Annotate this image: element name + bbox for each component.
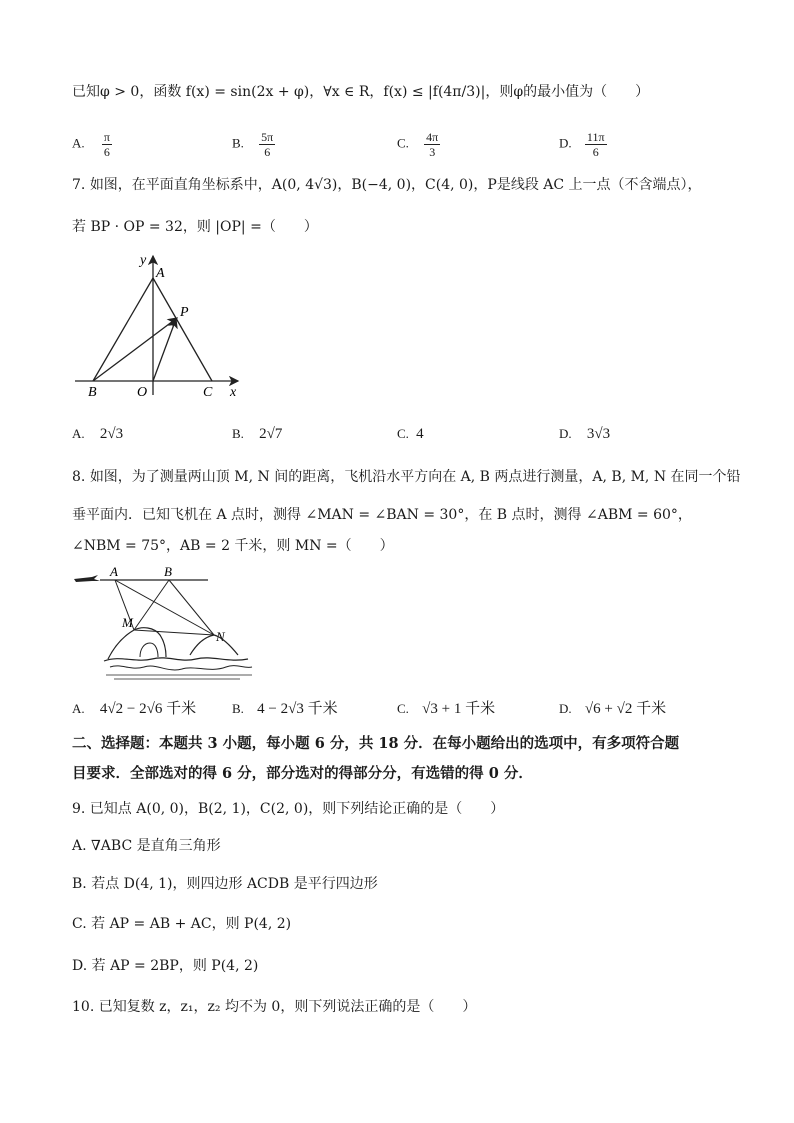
q9-option-d: D. 若 AP = 2BP，则 P(4, 2) [72, 958, 259, 974]
question-text: 垂平面内．已知飞机在 A 点时，测得 ∠MAN = ∠BAN = 30°，在 B 点时，测得 ∠ABM = 60°， [72, 507, 692, 523]
q6-option-d [559, 130, 607, 159]
label-y: y [140, 253, 147, 268]
label-b: B [164, 564, 172, 579]
q8-option-c: C. √3 + 1 千米 [397, 701, 496, 717]
line-bm [134, 580, 169, 630]
q6-option-c [397, 130, 440, 159]
q7-coordinate-figure [70, 250, 250, 400]
option-fraction: $\frac{5\pi}{6}$ [261, 130, 274, 159]
q7-option-a: A. 2√3 [72, 426, 124, 442]
terrain-water [106, 675, 252, 679]
q8-option-d: D. √6 + √2 千米 [559, 701, 667, 717]
question-6-stem [72, 82, 649, 102]
question-text: 若 BP · OP = 32，则 |OP| =（ ） [72, 219, 318, 235]
option-fraction: $\frac{\pi}{6}$ [103, 130, 110, 159]
label-o: O [137, 385, 148, 400]
q8-option-a: A. 4√2 − 2√6 千米 [72, 701, 197, 717]
terrain-base [104, 658, 248, 661]
option-label: D. [559, 135, 572, 151]
q7-option-c: C. 4 [397, 426, 424, 442]
question-7-stem-line1 [72, 175, 702, 195]
option-label: A. [72, 135, 85, 151]
question-8-stem-line2 [72, 505, 692, 525]
section-2-instructions-line1: 二、选择题：本题共 3 小题，每小题 6 分，共 18 分．在每小题给出的选项中，有多项符合题 [72, 735, 680, 752]
segment-ba [93, 278, 153, 381]
q8-option-b: B. 4 − 2√3 千米 [232, 701, 338, 717]
option-fraction: $\frac{4\pi}{3}$ [426, 130, 439, 159]
q7-option-b: B. 2√7 [232, 426, 283, 442]
question-9-stem: 9. 已知点 A(0, 0)，B(2, 1)，C(2, 0)，则下列结论正确的是（ ） [72, 801, 505, 817]
section-2-instructions-line2: 目要求．全部选对的得 6 分，部分选对的得部分分，有选错的得 0 分． [72, 765, 533, 782]
question-text: 如图，在平面直角坐标系中，A(0, 4√3)，B(−4, 0)，C(4, 0)，P是线段 AC 上一点（不含端点）， [89, 177, 702, 193]
option-label: B. [232, 135, 244, 151]
question-8-stem-line3 [72, 536, 394, 556]
q9-option-a: A. ∇ABC 是直角三角形 [72, 838, 221, 854]
q9-option-c: C. 若 AP = AB + AC，则 P(4, 2) [72, 916, 292, 932]
mountain-left-drawing [108, 628, 166, 659]
q7-option-d: D. 3√3 [559, 426, 611, 442]
question-8-stem-line1 [72, 467, 741, 487]
q6-option-b [232, 130, 275, 159]
q8-mountain-figure [70, 563, 270, 685]
question-10-stem: 10. 已知复数 z，z₁，z₂ 均不为 0，则下列说法正确的是（ ） [72, 999, 477, 1015]
question-number: 7. [72, 177, 86, 193]
q9-option-b: B. 若点 D(4, 1)，则四边形 ACDB 是平行四边形 [72, 876, 378, 892]
question-text: ∠NBM = 75°，AB = 2 千米，则 MN =（ ） [72, 538, 394, 554]
line-mn [134, 630, 214, 635]
question-6-text: 已知φ > 0，函数 f(x) = sin(2x + φ)，∀x ∈ R，f(x) ≤ |f(4π/3)|，则φ的最小值为（ ） [72, 84, 650, 100]
label-p: P [180, 305, 189, 320]
q6-option-a [72, 130, 112, 159]
option-fraction: $\frac{11\pi}{6}$ [586, 130, 605, 159]
line-bn [169, 580, 214, 635]
label-m: M [122, 615, 133, 630]
question-number: 8. [72, 469, 86, 485]
label-a: A [110, 564, 118, 579]
terrain-rocks [110, 666, 252, 670]
airplane-icon [74, 575, 100, 582]
vector-op [153, 319, 176, 381]
label-n: N [216, 629, 225, 644]
question-7-stem-line2 [72, 217, 318, 237]
label-x: x [230, 385, 237, 400]
label-a: A [156, 266, 165, 281]
label-c: C [203, 385, 213, 400]
label-b: B [88, 385, 97, 400]
mountain-right-drawing [190, 635, 238, 655]
question-text: 如图，为了测量两山顶 M, N 间的距离，飞机沿水平方向在 A, B 两点进行测量，A, B, M, N 在同一个铅 [89, 469, 741, 485]
mountain-left-inner [140, 643, 158, 657]
option-label: C. [397, 135, 409, 151]
